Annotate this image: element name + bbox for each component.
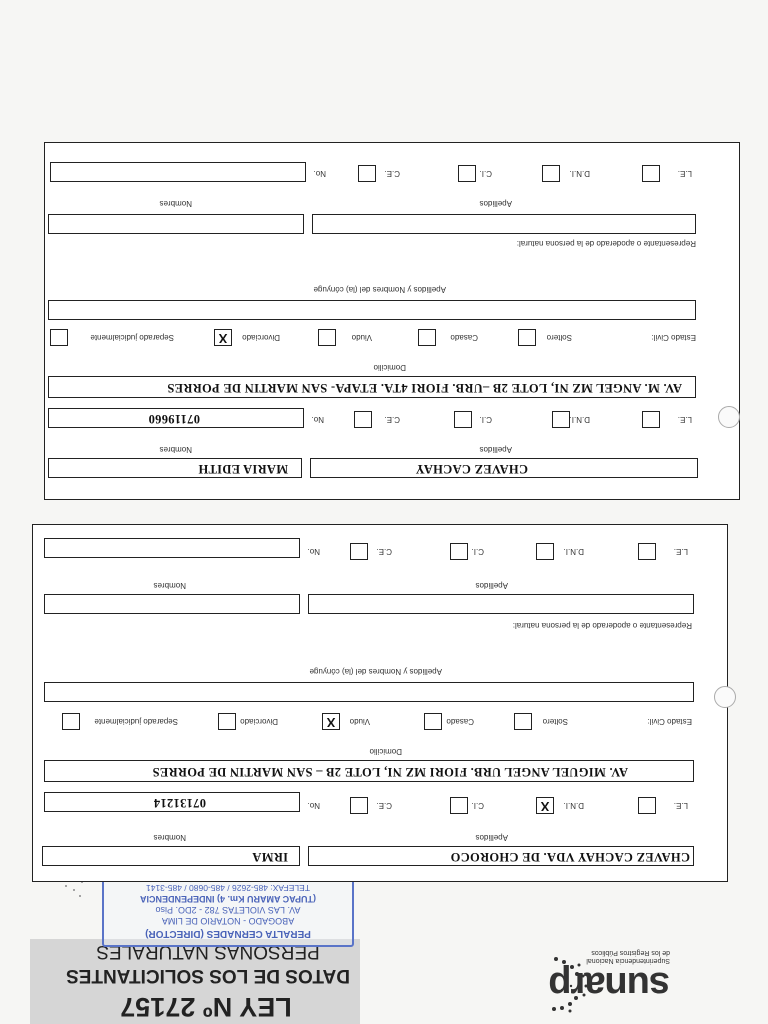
divorciado-label: Divorciado [242, 333, 280, 342]
stamp-line-5: TELEFAX: 485-2626 / 485-0680 / 485-3141 [146, 883, 310, 893]
stamp-line-1: PERALTA CERNADES (DIRECTOR) [145, 928, 311, 939]
casado-checkbox[interactable] [424, 713, 442, 730]
estado-civil-label: Estado Civil: [651, 333, 696, 342]
rep-ce-checkbox[interactable] [358, 165, 376, 182]
doc-number-value: 07119660 [148, 412, 200, 426]
rep-no-label: No. [313, 169, 326, 178]
ce-checkbox[interactable] [350, 797, 368, 814]
conyuge-label: Apellidos y Nombres del (la) cónyuge [313, 285, 446, 294]
separado-checkbox[interactable] [50, 329, 68, 346]
apellidos-label: Apellidos [479, 445, 512, 454]
nombres-value: MARIA EDITH [198, 462, 288, 476]
viudo-checkbox[interactable] [318, 329, 336, 346]
nombres-label: Nombres [159, 445, 192, 454]
rep-le-label: L.E. [677, 169, 692, 178]
nombres-label: Nombres [153, 833, 186, 842]
punch-hole [718, 406, 740, 428]
punch-hole [714, 686, 736, 708]
rep-dni-label: D.N.I. [569, 169, 590, 178]
le-checkbox[interactable] [638, 797, 656, 814]
le-label: L.E. [677, 415, 692, 424]
rep-nombres-label: Nombres [153, 581, 186, 590]
rep-doc-number-field[interactable] [50, 162, 306, 182]
rep-ci-checkbox[interactable] [450, 543, 468, 560]
estado-civil-label: Estado Civil: [647, 717, 692, 726]
stamp-line-2: ABOGADO - NOTARIO DE LIMA [161, 916, 295, 926]
viudo-checkbox[interactable]: X [322, 713, 340, 730]
divorciado-checkbox[interactable]: X [214, 329, 232, 346]
divorciado-label: Divorciado [240, 717, 278, 726]
rep-apellidos-field[interactable] [308, 594, 694, 614]
divorciado-checkbox[interactable] [218, 713, 236, 730]
ce-label: C.E. [384, 415, 400, 424]
separado-label: Separado judicialmente [90, 333, 174, 342]
dni-checkbox[interactable]: X [536, 797, 554, 814]
casado-label: Casado [450, 333, 478, 342]
domicilio-value: AV. M. ANGEL MZ NI, LOTE 2B –URB. FIORI 4TA. ETAPA- SAN MARTIN DE PORRES [167, 381, 682, 395]
conyuge-field[interactable] [44, 682, 694, 702]
doc-number-value: 07131214 [153, 796, 206, 810]
rep-ci-label: C.I. [471, 547, 484, 556]
rep-nombres-label: Nombres [159, 199, 192, 208]
rep-apellidos-label: Apellidos [475, 581, 508, 590]
conyuge-label: Apellidos y Nombres del (la) cónyuge [309, 667, 442, 676]
soltero-label: Soltero [546, 333, 572, 342]
rep-ce-label: C.E. [384, 169, 400, 178]
sunarp-brand: sunarp [549, 964, 670, 1006]
section-subtitle: PERSONAS NATURALES [96, 941, 320, 962]
soltero-checkbox[interactable] [518, 329, 536, 346]
rep-le-checkbox[interactable] [642, 165, 660, 182]
soltero-label: Soltero [542, 717, 568, 726]
rep-apellidos-label: Apellidos [479, 199, 512, 208]
le-checkbox[interactable] [642, 411, 660, 428]
ci-checkbox[interactable] [450, 797, 468, 814]
section-title: DATOS DE LOS SOLICITANTES [66, 965, 350, 986]
viudo-label: Viudo [351, 333, 372, 342]
rep-le-checkbox[interactable] [638, 543, 656, 560]
rep-ce-checkbox[interactable] [350, 543, 368, 560]
apellidos-value: CHAVEZ CACHAY [415, 462, 528, 476]
rep-ci-label: C.I. [479, 169, 492, 178]
sunarp-subtitle-1: Superintendencia Nacional [586, 957, 670, 964]
domicilio-label: Domicilio [373, 363, 406, 372]
separado-checkbox[interactable] [62, 713, 80, 730]
casado-label: Casado [446, 717, 474, 726]
applicant-section-1 [32, 524, 728, 882]
rep-ce-label: C.E. [376, 547, 392, 556]
viudo-label: Viudo [349, 717, 370, 726]
rep-nombres-field[interactable] [48, 214, 304, 234]
ce-checkbox[interactable] [354, 411, 372, 428]
no-label: No. [307, 801, 320, 810]
apellidos-value: CHAVEZ CACHAY VDA. DE CHOROCO [450, 850, 690, 864]
domicilio-label: Domicilio [369, 747, 402, 756]
nombres-value: IRMA [252, 850, 288, 864]
applicant-section-2 [44, 142, 740, 500]
apellidos-label: Apellidos [475, 833, 508, 842]
dni-checkbox[interactable] [552, 411, 570, 428]
rep-apellidos-field[interactable] [312, 214, 696, 234]
rep-le-label: L.E. [673, 547, 688, 556]
casado-checkbox[interactable] [418, 329, 436, 346]
rep-no-label: No. [307, 547, 320, 556]
dni-label: D.N.I. [563, 801, 584, 810]
le-label: L.E. [673, 801, 688, 810]
ci-label: C.I. [471, 801, 484, 810]
rep-doc-number-field[interactable] [44, 538, 300, 558]
rep-nombres-field[interactable] [44, 594, 300, 614]
conyuge-field[interactable] [48, 300, 696, 320]
separado-label: Separado judicialmente [94, 717, 178, 726]
rep-dni-label: D.N.I. [563, 547, 584, 556]
ci-checkbox[interactable] [454, 411, 472, 428]
dni-label: D.N.I. [569, 415, 590, 424]
no-label: No. [311, 415, 324, 424]
law-title: LEY Nº 27157 [120, 992, 292, 1022]
ce-label: C.E. [376, 801, 392, 810]
stamp-line-3: AV. LAS VIOLETAS 782 - 2DO. Piso [155, 905, 301, 915]
rep-ci-checkbox[interactable] [458, 165, 476, 182]
sunarp-subtitle-2: de los Registros Públicos [591, 949, 670, 956]
stamp-line-4: (TUPAC AMARU Km. 4) INDEPENDENCIA [140, 894, 317, 904]
ci-label: C.I. [479, 415, 492, 424]
domicilio-value: AV. MIGUEL ANGEL URB. FIORI MZ NI, LOTE 2B – SAN MARTIN DE PORRES [152, 765, 628, 779]
soltero-checkbox[interactable] [514, 713, 532, 730]
rep-dni-checkbox[interactable] [542, 165, 560, 182]
rep-dni-checkbox[interactable] [536, 543, 554, 560]
representante-label: Representante o apoderado de la persona natural: [512, 621, 692, 630]
representante-label: Representante o apoderado de la persona natural: [516, 239, 696, 248]
